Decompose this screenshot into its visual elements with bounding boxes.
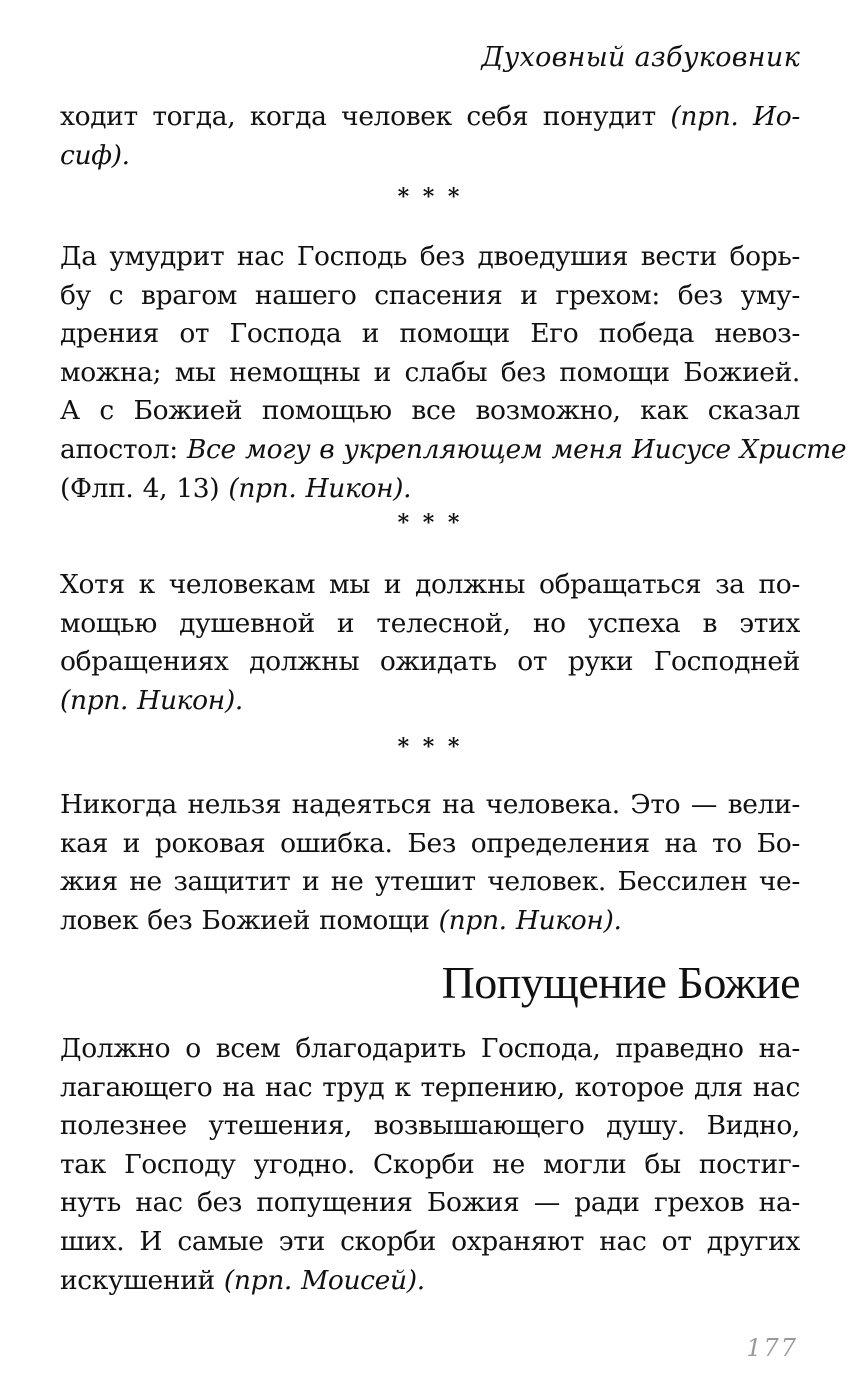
text-line (60, 902, 800, 941)
scripture-quote: Все могу в укрепляющем меня Иисусе Христе (186, 433, 847, 465)
paragraph-1 (60, 98, 800, 175)
text-line (60, 431, 847, 470)
text-line: так Господу угодно. Скорби не могли бы постиг- (60, 1148, 800, 1180)
text-line (60, 1262, 800, 1301)
section-paragraph (60, 1030, 800, 1300)
separator-1: * * * (397, 184, 463, 210)
text-line: лагающего на нас труд к терпению, которое для нас (60, 1071, 800, 1103)
text-line (60, 470, 800, 509)
text-line: мощью душевной и телесной, но успеха в этих (60, 607, 800, 639)
separator-2: * * * (397, 510, 463, 536)
paragraph-3 (60, 566, 800, 720)
text-segment: ловек без Божией помощи (60, 904, 439, 936)
text-line: обращениях должны ожидать от руки Господней (60, 646, 800, 678)
source-citation: (прп. Никон). (60, 684, 243, 716)
text-line: Должно о всем благодарить Господа, праведно на- (60, 1033, 800, 1064)
text-line: можна; мы немощны и слабы без помощи Божией. (60, 356, 800, 388)
text-line: сиф). (60, 139, 130, 171)
paragraph-2 (60, 238, 847, 508)
section-title: Попущение Божие (441, 957, 800, 1008)
scripture-reference: (Флп. 4, 13) (60, 472, 229, 504)
source-citation: (прп. Никон). (438, 904, 622, 936)
text-line: Никогда нельзя надеяться на человека. Это — вели- (60, 789, 800, 820)
source-citation: (прп. Никон). (228, 472, 412, 504)
running-head: Духовный азбуковник (481, 42, 800, 73)
text-line: бу с врагом нашего спасения и грехом: без уму- (60, 279, 800, 311)
text-line: полезнее утешения, возвышающего душу. Видно, (60, 1110, 800, 1142)
text-line: дрения от Господа и помощи Его победа невоз- (60, 318, 800, 350)
text-line: жия не защитит и не утешит человек. Бессилен че- (60, 866, 800, 898)
separator-3: * * * (397, 734, 463, 760)
text-line (60, 98, 800, 137)
text-line: ших. И самые эти скорби охраняют нас от других (60, 1225, 800, 1257)
source-citation: (прп. Моисей). (223, 1264, 425, 1296)
text-line: Хотя к человекам мы и должны обращаться за по- (60, 569, 800, 600)
text-segment: ходит тогда, когда человек себя понудит (60, 101, 671, 132)
text-line: нуть нас без попущения Божия — ради грехов на- (60, 1187, 800, 1219)
text-line: А с Божией помощью все возможно, как сказал (60, 395, 800, 427)
page-number: 177 (746, 1334, 798, 1362)
text-line: кая и роковая ошибка. Без определения на то Бо- (60, 827, 800, 859)
book-page (60, 0, 847, 1400)
text-segment: искушений (60, 1264, 224, 1296)
text-line: Да умудрит нас Господь без двоедушия вести борь- (60, 241, 800, 272)
text-segment: апостол: (60, 433, 187, 465)
paragraph-4 (60, 786, 800, 940)
source-citation: (прп. Ио- (670, 101, 801, 132)
